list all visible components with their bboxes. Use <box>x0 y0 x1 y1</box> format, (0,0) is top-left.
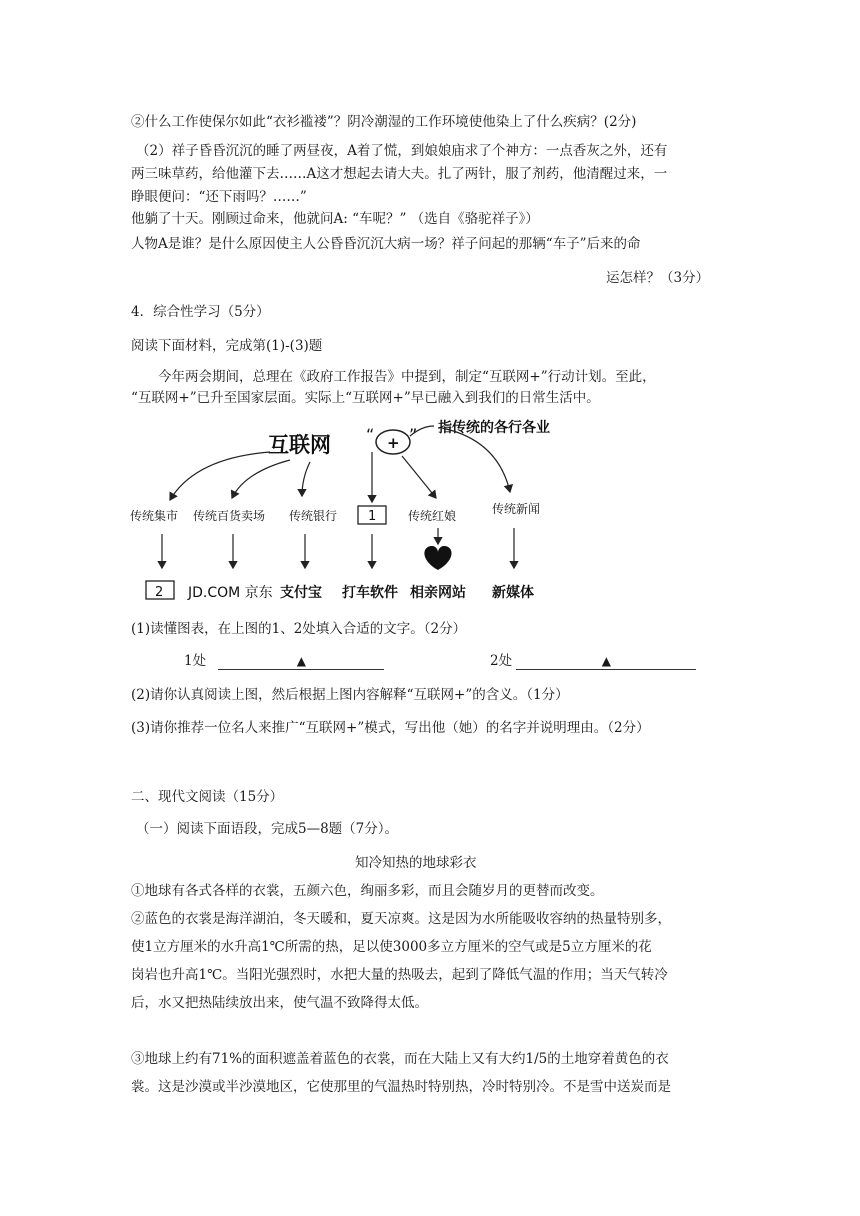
center-label: 互联网 <box>268 433 331 457</box>
bottom-label-jd: JD.COM 京东 <box>188 585 273 601</box>
blank1-number: 1 <box>368 509 377 524</box>
article-para-3: ③地球上约有71%的面积遮盖着蓝色的衣裳，而在大陆上又有大约1/5的土地穿着黄色的衣 <box>131 1051 669 1067</box>
q3-passage-line: 他躺了十天。刚顾过命来，他就问A: “车呢？” （选自《骆驼祥子》） <box>131 211 539 227</box>
quote-open: “ <box>366 425 375 444</box>
bottom-label-alipay: 支付宝 <box>280 585 322 601</box>
arrow-to-news <box>442 428 510 492</box>
plus-label: + <box>387 434 400 452</box>
q4-material-line: 今年两会期间，总理在《政府工作报告》中提到，制定“互联网+”行动计划。至此， <box>158 369 656 385</box>
bottom-label-taxi: 打车软件 <box>342 585 398 601</box>
arrow-to-market <box>170 452 270 500</box>
q3-passage-line: 两三味草药，给他灌下去……A这才想起去请大夫。扎了两针，服了剂药，他清醒过来，一 <box>131 166 668 182</box>
article-para-2: ②蓝色的衣裳是海洋湖泊，冬天暖和，夏天凉爽。这是因为水所能吸收容纳的热量特别多， <box>131 911 671 927</box>
internet-plus-diagram <box>120 410 580 610</box>
q4-material-line: “互联网+”已升至国家层面。实际上“互联网+”早已融入到我们的日常生活中。 <box>131 390 600 406</box>
q4-title: 4．综合性学习（5分） <box>131 304 270 320</box>
callout-label: 指传统的各行各业 <box>438 420 550 436</box>
article-title: 知冷知热的地球彩衣 <box>355 855 477 871</box>
top-label-bank: 传统银行 <box>289 509 338 523</box>
blank2-number: 2 <box>155 585 164 600</box>
blank2-label: 2处 <box>490 653 513 669</box>
bottom-label-dating: 相亲网站 <box>410 585 466 601</box>
arrow-to-dept-store <box>232 460 290 498</box>
heart-icon <box>424 546 451 570</box>
q4-subquestion-2: (2)请你认真阅读上图，然后根据上图内容解释“互联网+”的含义。（1分） <box>131 687 569 703</box>
section2-title: 二、现代文阅读（15分） <box>131 789 284 805</box>
q3-subquestion-2: ②什么工作使保尔如此“衣衫褴褛”？阴冷潮湿的工作环境使他染上了什么疾病？(2分) <box>131 114 637 130</box>
blank1-label: 1处 <box>184 653 207 669</box>
q3-passage-line: （2）祥子昏昏沉沉的睡了两昼夜，A着了慌，到娘娘庙求了个神方：一点香灰之外，还有 <box>136 143 668 159</box>
arrow-to-matchmaker <box>402 456 436 498</box>
q4-subquestion-1: (1)读懂图表，在上图的1、2处填入合适的文字。（2分） <box>131 621 467 637</box>
top-label-news: 传统新闻 <box>492 502 541 516</box>
quote-close: ” <box>409 425 418 444</box>
article-para-2: 后，水又把热陆续放出来，使气温不致降得太低。 <box>131 995 428 1011</box>
q4-intro: 阅读下面材料，完成第(1)-(3)题 <box>131 338 323 354</box>
article-para-2: 岗岩也升高1℃。当阳光强烈时，水把大量的热吸去，起到了降低气温的作用；当天气转冷 <box>131 967 668 983</box>
q3-question-line: 运怎样？（3分） <box>606 270 710 286</box>
q3-question-line: 人物A是谁？是什么原因使主人公昏昏沉沉大病一场？祥子问起的那辆“车子”后来的命 <box>131 236 641 252</box>
top-label-matchmaker: 传统红娘 <box>408 509 457 523</box>
answer-blank-1 <box>184 655 384 670</box>
q3-passage-line: 睁眼便问：“还下雨吗？……” <box>131 189 307 205</box>
article-para-3: 裳。这是沙漠或半沙漠地区，它使那里的气温热时特别热，冷时特别冷。不是雪中送炭而是 <box>131 1079 671 1095</box>
section2-subtitle: （一）阅读下面语段，完成5—8题（7分）。 <box>136 821 399 837</box>
blank2-triangle: ▲ <box>601 654 611 668</box>
top-label-dept-store: 传统百货卖场 <box>193 509 266 523</box>
answer-blank-2 <box>490 655 696 670</box>
article-para-2: 使1立方厘米的水升高1℃所需的热，足以使3000多立方厘米的空气或是5立方厘米的花 <box>131 939 652 955</box>
diagram-canvas <box>120 410 580 610</box>
article-para-1: ①地球有各式各样的衣裳，五颜六色，绚丽多彩，而且会随岁月的更替而改变。 <box>131 883 604 899</box>
arrow-to-bank <box>302 462 310 496</box>
top-label-market: 传统集市 <box>130 509 179 523</box>
bottom-label-newmedia: 新媒体 <box>492 585 534 601</box>
blank1-triangle: ▲ <box>296 654 306 668</box>
blank2-line[interactable] <box>516 655 696 670</box>
q4-subquestion-3: (3)请你推荐一位名人来推广“互联网+”模式，写出他（她）的名字并说明理由。（2分） <box>131 720 650 736</box>
blank1-line[interactable] <box>218 655 384 670</box>
